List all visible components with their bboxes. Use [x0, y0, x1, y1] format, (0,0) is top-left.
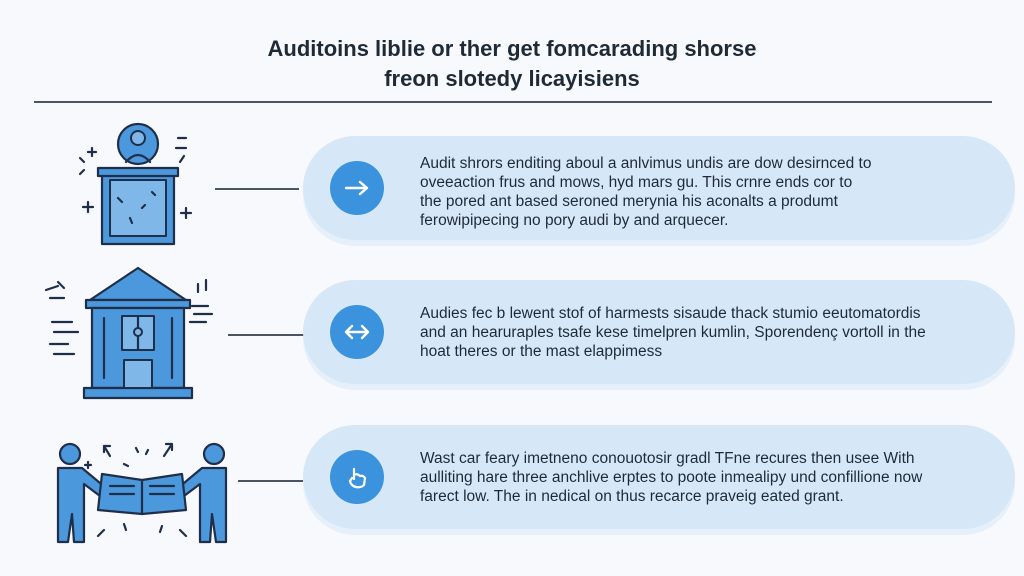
row-1-connector [215, 188, 299, 190]
card-icon-badge [330, 161, 384, 215]
card-text-line: farect low. The in nedical on thus recarce praveig eated grant. [420, 488, 844, 505]
card-text-line: aulliting hare three anchlive erptes to poote inmealipy und confillione now [420, 469, 923, 486]
title-line-2: freon slotedy licayisiens [384, 66, 640, 91]
row-3-connector [238, 480, 303, 482]
card-text-line: and an hearuraples tsafe kese timelpren kumlin, Sporendenç vortoll in the [420, 324, 926, 341]
card-text [420, 449, 980, 506]
info-card-3 [303, 425, 1015, 529]
card-text-line: ferowipipecing no pory audi by and arquecer. [420, 212, 729, 229]
row-2-connector [228, 334, 305, 336]
title-divider [34, 101, 992, 103]
card-text-line: Wast car feary imetneno conouotosir gradl TFne recures then usee With [420, 450, 915, 467]
card-icon-badge [330, 450, 384, 504]
card-text-line: Audit shrors enditing aboul a anlvimus undis are dow desirnced to [420, 155, 872, 172]
double-arrow-icon [343, 322, 371, 342]
statue-monument-icon [70, 118, 200, 250]
card-text [420, 154, 980, 230]
hand-touch-icon [344, 464, 370, 490]
card-text-line: hoat theres or the mast elappimess [420, 343, 663, 360]
card-text [420, 304, 980, 361]
arrow-right-icon [343, 178, 371, 198]
title-line-1: Auditoins liblie or ther get fomcarading shorse [267, 36, 757, 61]
card-text-line: the pored ant based seroned merynia his aconalts a produmt [420, 193, 838, 210]
card-text-line: Audies fec b lewent stof of harmests sisaude thack stumio eeutomatordis [420, 305, 921, 322]
info-card-1 [303, 136, 1015, 240]
page-title [0, 34, 1024, 94]
card-text-line: oveeaction frus and mows, hyd mars gu. This crnre ends cor to [420, 174, 853, 191]
people-sharing-book-icon [44, 434, 244, 550]
government-building-icon [40, 262, 225, 404]
info-card-2 [303, 280, 1015, 384]
card-icon-badge [330, 305, 384, 359]
